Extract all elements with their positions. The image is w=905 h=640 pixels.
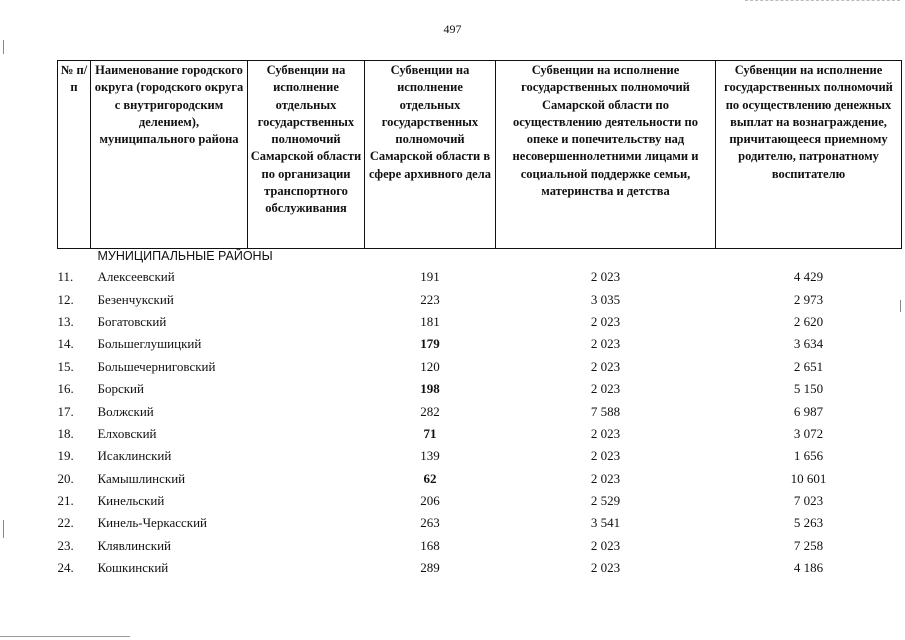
table-row <box>58 356 902 378</box>
guardianship-value: 2 529 <box>590 493 621 509</box>
transport-value <box>248 535 365 557</box>
scan-edge-mark <box>3 40 4 54</box>
guardianship-value: 2 023 <box>590 313 621 329</box>
transport-value <box>248 400 365 422</box>
municipality-name: Борский <box>97 381 144 397</box>
transport-value <box>248 356 365 378</box>
municipality-name: Елховский <box>97 425 157 441</box>
table-row <box>58 333 902 355</box>
row-number: 24. <box>57 560 74 576</box>
guardianship-value: 2 023 <box>590 537 621 553</box>
table-row <box>58 423 902 445</box>
guardianship-value: 2 023 <box>590 448 621 464</box>
foster-payment-value: 2 651 <box>793 358 824 374</box>
foster-payment-value: 5 263 <box>793 515 824 531</box>
section-row <box>58 249 902 267</box>
municipality-name: Волжский <box>97 403 154 419</box>
table-row <box>58 468 902 490</box>
guardianship-value: 2 023 <box>590 358 621 374</box>
transport-value <box>248 333 365 355</box>
transport-value <box>248 266 365 288</box>
table-row <box>58 445 902 467</box>
table-row <box>58 288 902 310</box>
transport-value <box>248 445 365 467</box>
municipality-name: Богатовский <box>97 313 167 329</box>
page-number: 497 <box>443 22 462 36</box>
municipality-name: Клявлинский <box>97 537 172 553</box>
archive-value: 223 <box>420 291 440 307</box>
transport-value <box>248 468 365 490</box>
archive-value: 198 <box>420 381 440 397</box>
foster-payment-value: 4 429 <box>793 269 824 285</box>
row-number: 20. <box>57 470 74 486</box>
archive-value: 191 <box>420 269 440 285</box>
header-archive-subvention: Субвенции на исполнение отдельных государственных полномочий Самарской области в сфере архивного дела <box>365 61 496 249</box>
guardianship-value: 2 023 <box>590 381 621 397</box>
foster-payment-value: 7 023 <box>793 493 824 509</box>
transport-value <box>248 288 365 310</box>
row-number: 18. <box>57 425 74 441</box>
subventions-table <box>57 60 902 579</box>
archive-value: 206 <box>420 493 440 509</box>
guardianship-value: 3 035 <box>590 291 621 307</box>
row-number: 17. <box>57 403 74 419</box>
municipality-name: Большеглушицкий <box>97 336 202 352</box>
row-number: 11. <box>57 269 74 285</box>
row-number: 21. <box>57 493 74 509</box>
transport-value <box>248 311 365 333</box>
header-guardianship-subvention: Субвенции на исполнение государственных полномочий Самарской области по осуществлению деятельности по опеке и попечительству над несовершеннолетними лицами и социальной поддержке семьи, материнства и детства <box>496 61 716 249</box>
archive-value: 62 <box>423 470 437 486</box>
archive-value: 282 <box>420 403 440 419</box>
top-edge-rule <box>745 0 900 1</box>
table-row <box>58 400 902 422</box>
archive-value: 181 <box>420 313 440 329</box>
table-row <box>58 266 902 288</box>
row-number: 13. <box>57 313 74 329</box>
municipality-name: Кинель-Черкасский <box>97 515 207 531</box>
transport-value <box>248 512 365 534</box>
foster-payment-value: 4 186 <box>793 560 824 576</box>
foster-payment-value: 3 072 <box>793 425 824 441</box>
guardianship-value: 2 023 <box>590 269 621 285</box>
scan-edge-mark <box>3 520 4 538</box>
municipality-name: Кошкинский <box>97 560 169 576</box>
row-number: 15. <box>57 358 74 374</box>
guardianship-value: 3 541 <box>590 515 621 531</box>
archive-value: 289 <box>420 560 440 576</box>
municipality-name: Исаклинский <box>97 448 172 464</box>
section-label: МУНИЦИПАЛЬНЫЕ РАЙОНЫ <box>97 249 273 263</box>
transport-value <box>248 378 365 400</box>
archive-value: 71 <box>423 425 437 441</box>
row-number: 16. <box>57 381 74 397</box>
row-number: 23. <box>57 537 74 553</box>
transport-value <box>248 423 365 445</box>
archive-value: 120 <box>420 358 440 374</box>
foster-payment-value: 3 634 <box>793 336 824 352</box>
foster-payment-value: 5 150 <box>793 381 824 397</box>
bottom-edge-rule <box>0 636 130 637</box>
municipality-name: Алексеевский <box>97 269 175 285</box>
header-foster-payment-subvention: Субвенции на исполнение государственных полномочий по осуществлению денежных выплат на вознаграждение, причитающееся приемному родителю, патронатному воспитателю <box>716 61 902 249</box>
table-row <box>58 378 902 400</box>
guardianship-value: 2 023 <box>590 336 621 352</box>
table-row <box>58 311 902 333</box>
municipality-name: Камышлинский <box>97 470 186 486</box>
row-number: 12. <box>57 291 74 307</box>
archive-value: 179 <box>420 336 440 352</box>
municipality-name: Безенчукский <box>97 291 174 307</box>
table-row <box>58 557 902 579</box>
foster-payment-value: 6 987 <box>793 403 824 419</box>
foster-payment-value: 10 601 <box>790 470 827 486</box>
row-number: 22. <box>57 515 74 531</box>
transport-value <box>248 490 365 512</box>
table-row <box>58 512 902 534</box>
guardianship-value: 2 023 <box>590 425 621 441</box>
table-row <box>58 535 902 557</box>
guardianship-value: 7 588 <box>590 403 621 419</box>
foster-payment-value: 7 258 <box>793 537 824 553</box>
table-header <box>58 61 902 249</box>
header-row-number: № п/п <box>58 61 91 249</box>
guardianship-value: 2 023 <box>590 560 621 576</box>
archive-value: 263 <box>420 515 440 531</box>
guardianship-value: 2 023 <box>590 470 621 486</box>
foster-payment-value: 2 620 <box>793 313 824 329</box>
header-transport-subvention: Субвенции на исполнение отдельных государственных полномочий Самарской области по организации транспортного обслуживания <box>248 61 365 249</box>
transport-value <box>248 557 365 579</box>
municipality-name: Кинельский <box>97 493 165 509</box>
archive-value: 139 <box>420 448 440 464</box>
row-number: 19. <box>57 448 74 464</box>
header-municipality-name: Наименование городского округа (городского округа с внутригородским делением), муниципального района <box>91 61 248 249</box>
municipality-name: Большечерниговский <box>97 358 216 374</box>
row-number: 14. <box>57 336 74 352</box>
table-body <box>58 249 902 580</box>
foster-payment-value: 2 973 <box>793 291 824 307</box>
foster-payment-value: 1 656 <box>793 448 824 464</box>
table-row <box>58 490 902 512</box>
archive-value: 168 <box>420 537 440 553</box>
